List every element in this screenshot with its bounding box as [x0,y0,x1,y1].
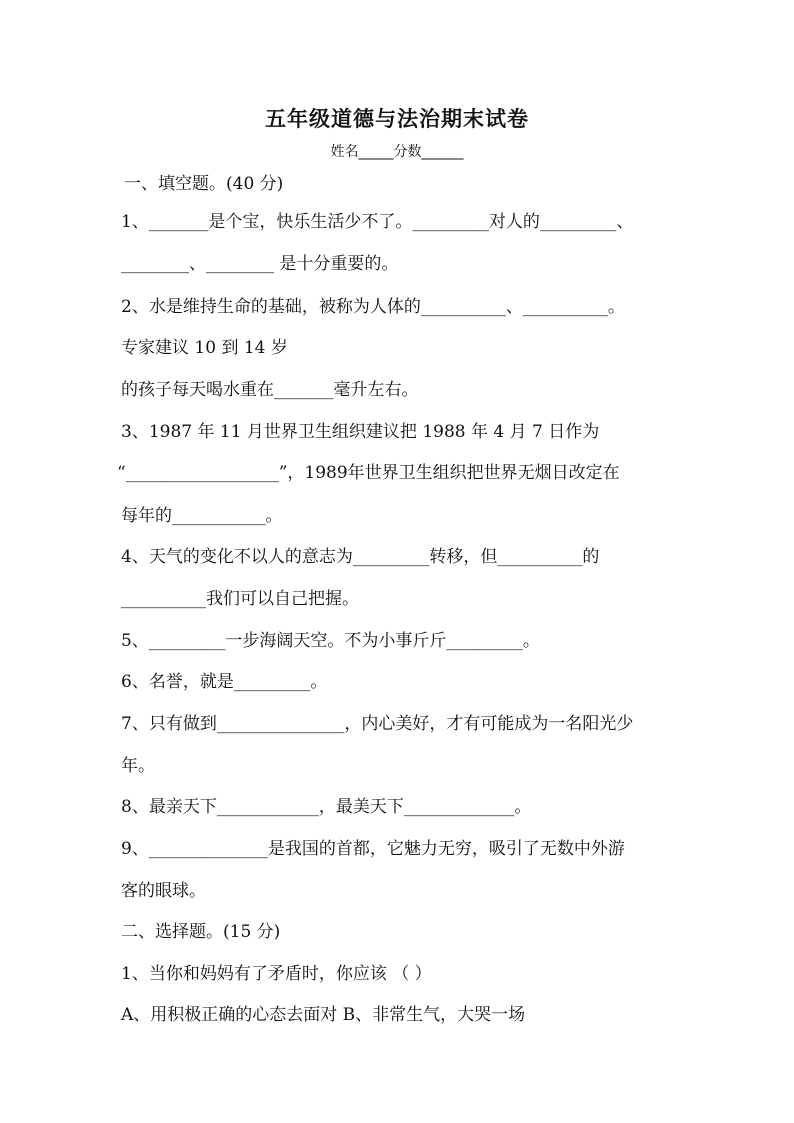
question-line: 8、最亲天下____________，最美天下_____________。 [121,797,532,817]
exam-title: 五年级道德与法治期末试卷 [265,107,529,131]
question-line: 4、天气的变化不以人的意志为_________转移，但__________的 [121,547,600,567]
question-line: 1、当你和妈妈有了矛盾时，你应该 （ ） [121,964,432,984]
question-line: 每年的___________。 [121,506,283,526]
question-line: 9、______________是我国的首都，它魅力无穷，吸引了无数中外游 [121,839,625,859]
question-line: 7、只有做到_______________，内心美好，才有可能成为一名阳光少 [121,714,634,734]
question-line: 5、_________一步海阔天空。不为小事斤斤_________。 [121,631,540,651]
question-line: 6、名誉，就是_________。 [121,672,328,692]
question-line: 专家建议 10 到 14 岁 [121,338,288,358]
question-line: 1、_______是个宝，快乐生活少不了。_________对人的_________、 [121,212,634,232]
name-score-line: 姓名_____分数______ [330,144,464,160]
question-line: 的孩子每天喝水重在_______毫升左右。 [121,380,419,400]
question-line: “__________________”，1989年世界卫生组织把世界无烟日改定在 [117,463,620,483]
question-line: ________、________ 是十分重要的。 [121,254,399,274]
question-line: 年。 [121,756,155,776]
question-line: __________我们可以自己把握。 [121,589,359,609]
section-heading-choice: 二、选择题。(15 分) [121,922,281,942]
question-line: 3、1987 年 11 月世界卫生组织建议把 1988 年 4 月 7 日作为 [121,422,600,442]
answer-options-line: A、用积极正确的心态去面对 B、非常生气，大哭一场 [121,1005,526,1025]
section-heading-fill-in: 一、填空题。(40 分) [124,174,284,194]
question-line: 2、水是维持生命的基础，被称为人体的__________、__________。 [121,297,625,317]
question-line: 客的眼球。 [121,881,206,901]
